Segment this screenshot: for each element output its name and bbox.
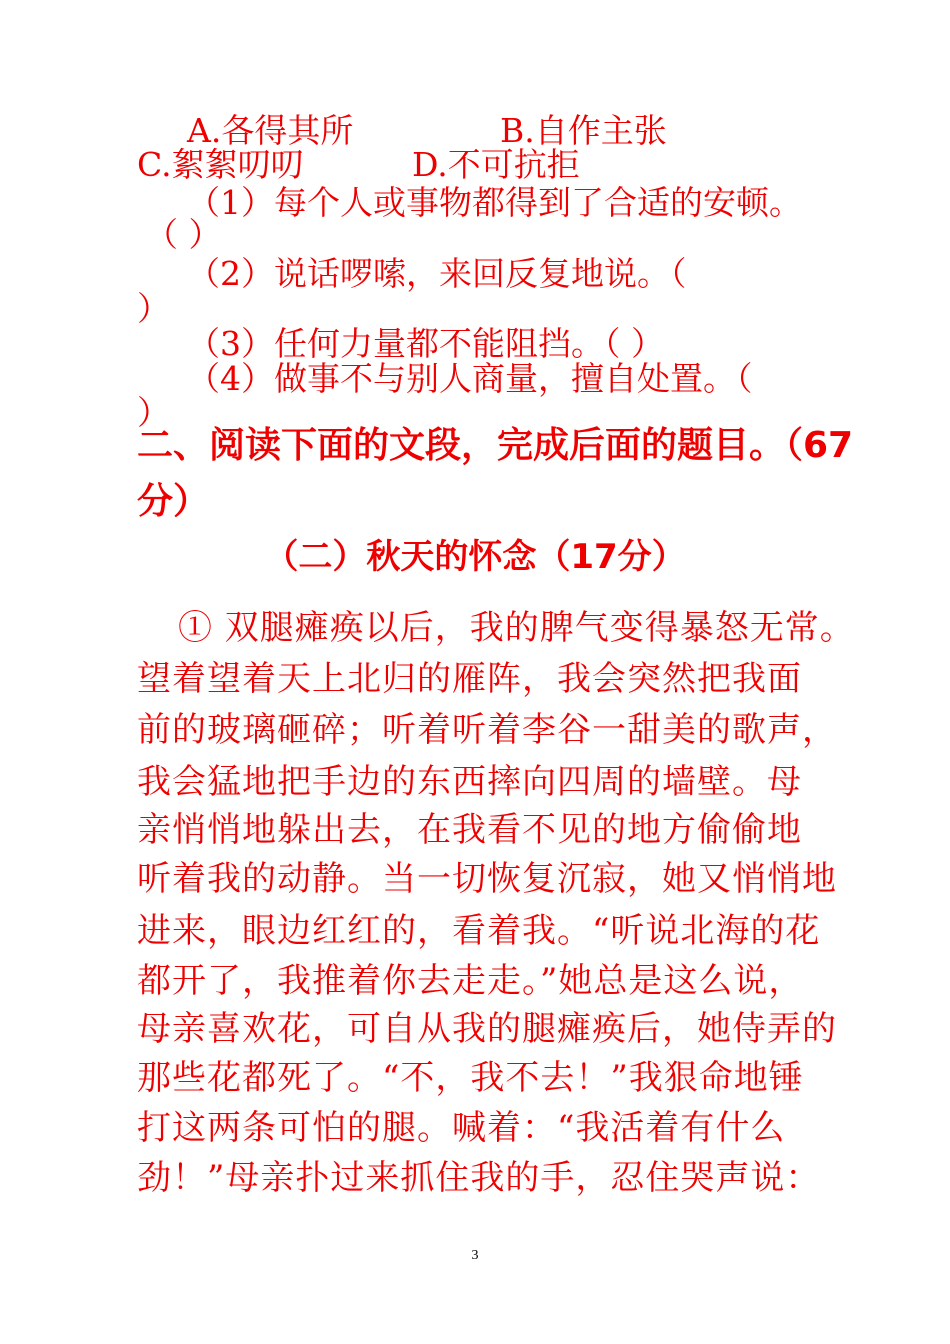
page-number: 3 (471, 1248, 479, 1263)
question-2-text: （2）说话啰嗦，来回反复地说。（ (187, 254, 687, 293)
question-1-text: （1）每个人或事物都得到了合适的安顿。 (187, 183, 802, 222)
question-2-answer-blank: ） (137, 289, 170, 328)
section-2-heading: 二、阅读下面的文段，完成后面的题目。（67 (137, 425, 854, 466)
paragraph-line: 进来，眼边红红的，看着我。“听说北海的花 (137, 911, 821, 951)
paragraph-line: 都开了，我推着你去走走。”她总是这么说， (137, 961, 804, 1001)
paragraph-line: 亲悄悄地躲出去，在我看不见的地方偷偷地 (137, 810, 802, 850)
paragraph-line: 那些花都死了。“不，我不去！”我狠命地锤 (137, 1058, 804, 1098)
option-a: A.各得其所 (187, 111, 354, 150)
passage-title: （二）秋天的怀念（17分） (264, 537, 686, 577)
question-4-text: （4）做事不与别人商量，擅自处置。（ (187, 359, 753, 398)
question-1-answer-blank: （ ） (145, 215, 222, 254)
paragraph-line: 母亲喜欢花，可自从我的腿瘫痪后，她侍弄的 (137, 1009, 837, 1049)
paragraph-line: 打这两条可怕的腿。喊着：“我活着有什么 (137, 1108, 786, 1148)
paragraph-line: 听着我的动静。当一切恢复沉寂，她又悄悄地 (137, 859, 837, 899)
option-b: B.自作主张 (500, 111, 667, 150)
question-3-text: （3）任何力量都不能阻挡。（ ） (187, 324, 664, 363)
paragraph-line: 劲！”母亲扑过来抓住我的手，忍住哭声说： (137, 1158, 821, 1198)
option-c: C.絮絮叨叨 (137, 145, 304, 184)
paragraph-line: 望着望着天上北归的雁阵，我会突然把我面 (137, 659, 802, 699)
section-2-heading-cont: 分） (137, 481, 210, 522)
paragraph-line: 我会猛地把手边的东西摔向四周的墙壁。母 (137, 762, 802, 802)
paragraph-line: ① 双腿瘫痪以后，我的脾气变得暴怒无常。 (178, 608, 855, 648)
option-d: D.不可抗拒 (412, 145, 580, 184)
paragraph-line: 前的玻璃砸碎；听着听着李谷一甜美的歌声， (137, 710, 837, 750)
question-4-answer-blank: ） (137, 393, 170, 432)
